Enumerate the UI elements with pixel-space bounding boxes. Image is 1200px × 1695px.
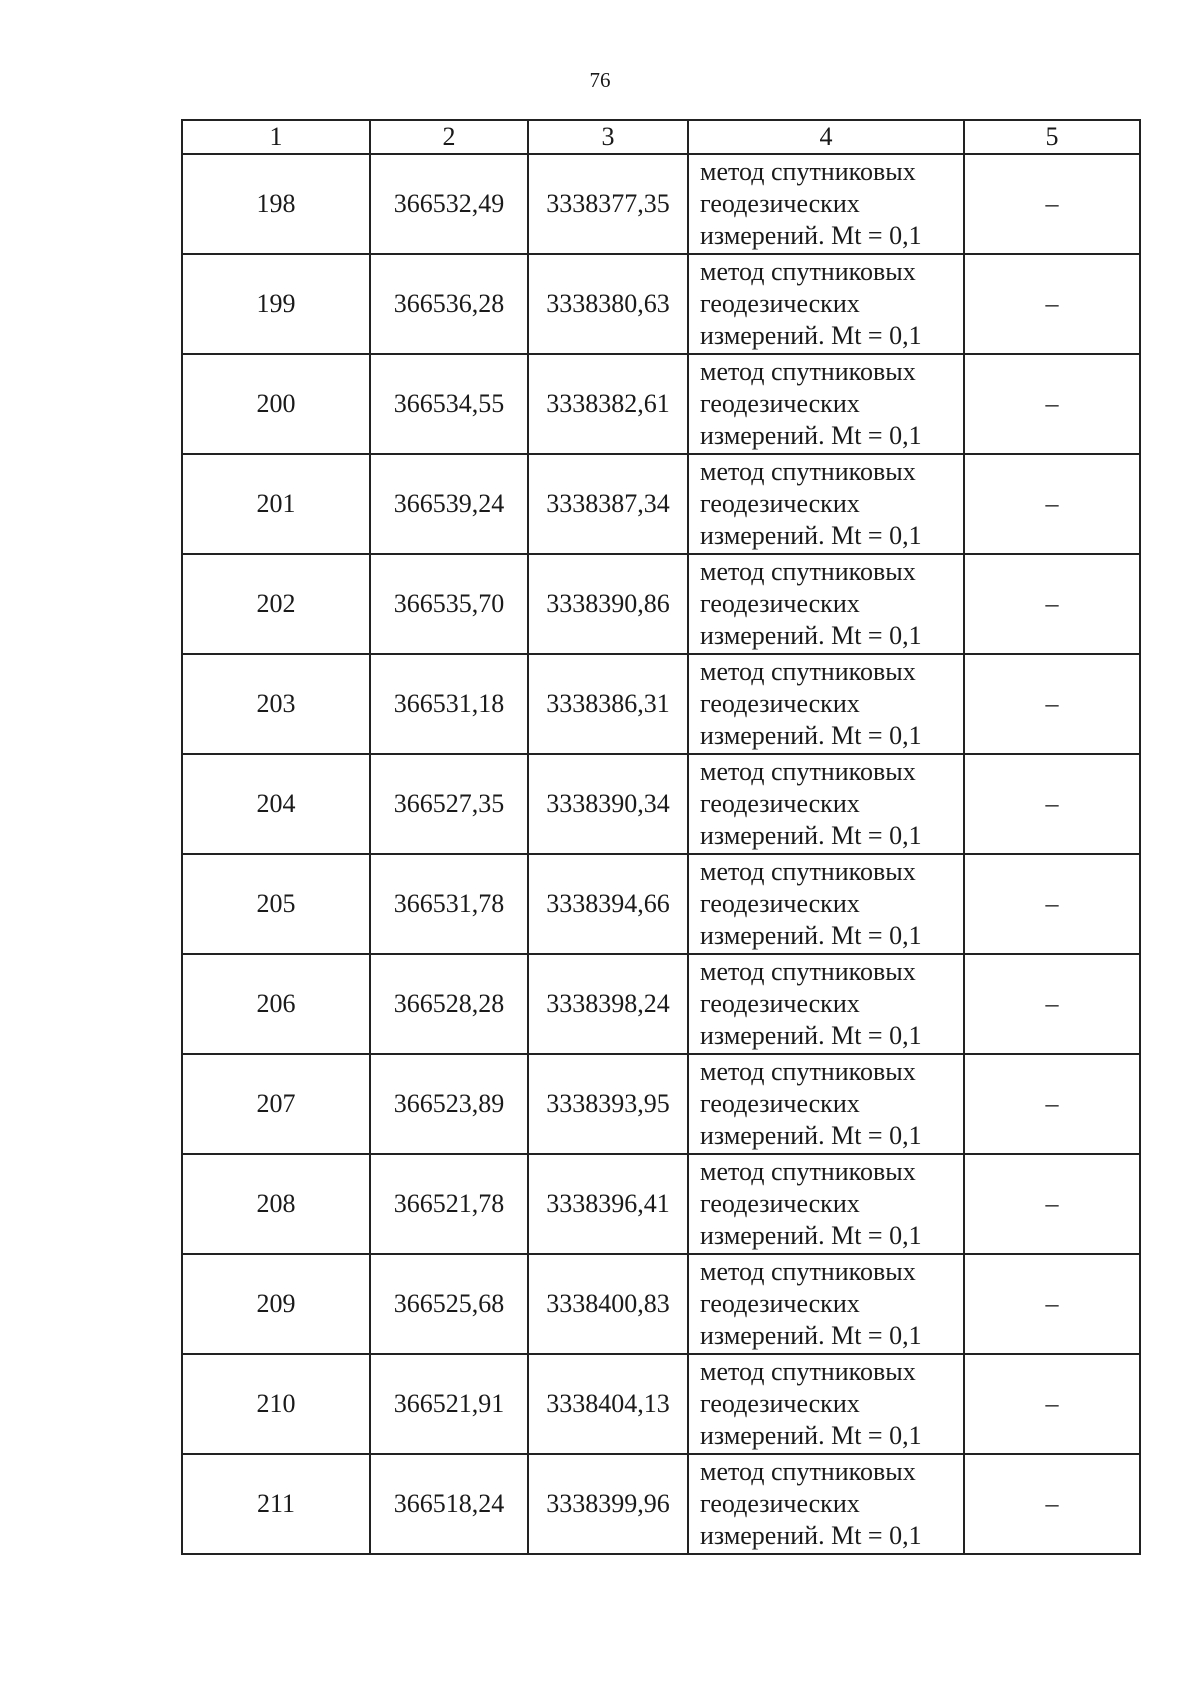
table-row [182, 1054, 1140, 1154]
method-line-2: геодезических [700, 589, 860, 618]
method-line-3: измерений. Mt = 0,1 [700, 621, 922, 650]
method-line-3: измерений. Mt = 0,1 [700, 221, 922, 250]
point-number-cell: 209 [182, 1254, 370, 1354]
method-line-3: измерений. Mt = 0,1 [700, 521, 922, 550]
x-coordinate-cell: 366534,55 [370, 354, 528, 454]
point-number-cell: 201 [182, 454, 370, 554]
method-line-3: измерений. Mt = 0,1 [700, 721, 922, 750]
method-line-2: геодезических [700, 1089, 860, 1118]
method-cell [688, 754, 964, 854]
header-col-3: 3 [528, 120, 688, 154]
table-header [182, 120, 1140, 154]
y-coordinate-cell: 3338404,13 [528, 1354, 688, 1454]
note-cell: – [964, 754, 1140, 854]
y-coordinate-cell: 3338390,86 [528, 554, 688, 654]
note-cell: – [964, 1354, 1140, 1454]
y-coordinate-cell: 3338386,31 [528, 654, 688, 754]
point-number-cell: 204 [182, 754, 370, 854]
table-row [182, 354, 1140, 454]
method-cell [688, 554, 964, 654]
method-line-2: геодезических [700, 489, 860, 518]
table-row [182, 654, 1140, 754]
point-number-cell: 200 [182, 354, 370, 454]
x-coordinate-cell: 366523,89 [370, 1054, 528, 1154]
method-cell [688, 254, 964, 354]
y-coordinate-cell: 3338399,96 [528, 1454, 688, 1554]
point-number-cell: 205 [182, 854, 370, 954]
method-line-3: измерений. Mt = 0,1 [700, 421, 922, 450]
page-number: 76 [589, 68, 611, 92]
method-line-2: геодезических [700, 789, 860, 818]
method-line-2: геодезических [700, 289, 860, 318]
method-line-3: измерений. Mt = 0,1 [700, 1021, 922, 1050]
header-col-1: 1 [182, 120, 370, 154]
method-cell [688, 954, 964, 1054]
header-row [182, 120, 1140, 154]
method-line-2: геодезических [700, 689, 860, 718]
method-line-2: геодезических [700, 1289, 860, 1318]
y-coordinate-cell: 3338396,41 [528, 1154, 688, 1254]
method-cell [688, 1154, 964, 1254]
method-line-1: метод спутниковых [700, 1357, 916, 1386]
point-number-cell: 210 [182, 1354, 370, 1454]
table-row [182, 254, 1140, 354]
method-line-1: метод спутниковых [700, 957, 916, 986]
method-cell [688, 854, 964, 954]
header-col-5: 5 [964, 120, 1140, 154]
method-line-3: измерений. Mt = 0,1 [700, 1121, 922, 1150]
method-cell [688, 154, 964, 254]
point-number-cell: 199 [182, 254, 370, 354]
note-cell: – [964, 254, 1140, 354]
point-number-cell: 211 [182, 1454, 370, 1554]
table-row [182, 854, 1140, 954]
table-row [182, 454, 1140, 554]
y-coordinate-cell: 3338398,24 [528, 954, 688, 1054]
header-col-4: 4 [688, 120, 964, 154]
point-number-cell: 208 [182, 1154, 370, 1254]
method-line-1: метод спутниковых [700, 557, 916, 586]
point-number-cell: 207 [182, 1054, 370, 1154]
table-row [182, 154, 1140, 254]
y-coordinate-cell: 3338380,63 [528, 254, 688, 354]
header-col-2: 2 [370, 120, 528, 154]
x-coordinate-cell: 366536,28 [370, 254, 528, 354]
method-line-2: геодезических [700, 389, 860, 418]
method-cell [688, 1054, 964, 1154]
method-line-1: метод спутниковых [700, 457, 916, 486]
method-line-3: измерений. Mt = 0,1 [700, 821, 922, 850]
method-line-1: метод спутниковых [700, 157, 916, 186]
note-cell: – [964, 354, 1140, 454]
method-line-1: метод спутниковых [700, 1157, 916, 1186]
method-line-1: метод спутниковых [700, 757, 916, 786]
method-line-1: метод спутниковых [700, 257, 916, 286]
table-row [182, 554, 1140, 654]
point-number-cell: 202 [182, 554, 370, 654]
method-cell [688, 1254, 964, 1354]
note-cell: – [964, 954, 1140, 1054]
method-line-1: метод спутниковых [700, 1257, 916, 1286]
table-row [182, 1254, 1140, 1354]
point-number-cell: 206 [182, 954, 370, 1054]
table-body [182, 154, 1140, 1554]
method-line-3: измерений. Mt = 0,1 [700, 1521, 922, 1550]
method-line-3: измерений. Mt = 0,1 [700, 1321, 922, 1350]
point-number-cell: 198 [182, 154, 370, 254]
note-cell: – [964, 854, 1140, 954]
note-cell: – [964, 454, 1140, 554]
x-coordinate-cell: 366521,78 [370, 1154, 528, 1254]
method-line-2: геодезических [700, 189, 860, 218]
table-row [182, 1354, 1140, 1454]
x-coordinate-cell: 366535,70 [370, 554, 528, 654]
x-coordinate-cell: 366521,91 [370, 1354, 528, 1454]
y-coordinate-cell: 3338394,66 [528, 854, 688, 954]
method-line-1: метод спутниковых [700, 1457, 916, 1486]
table-row [182, 1454, 1140, 1554]
note-cell: – [964, 1254, 1140, 1354]
method-line-3: измерений. Mt = 0,1 [700, 921, 922, 950]
y-coordinate-cell: 3338400,83 [528, 1254, 688, 1354]
note-cell: – [964, 1154, 1140, 1254]
method-line-1: метод спутниковых [700, 1057, 916, 1086]
method-line-3: измерений. Mt = 0,1 [700, 1221, 922, 1250]
x-coordinate-cell: 366539,24 [370, 454, 528, 554]
method-line-2: геодезических [700, 1389, 860, 1418]
note-cell: – [964, 554, 1140, 654]
x-coordinate-cell: 366532,49 [370, 154, 528, 254]
x-coordinate-cell: 366531,18 [370, 654, 528, 754]
note-cell: – [964, 1054, 1140, 1154]
note-cell: – [964, 154, 1140, 254]
method-line-2: геодезических [700, 889, 860, 918]
x-coordinate-cell: 366531,78 [370, 854, 528, 954]
y-coordinate-cell: 3338390,34 [528, 754, 688, 854]
method-line-2: геодезических [700, 1489, 860, 1518]
x-coordinate-cell: 366528,28 [370, 954, 528, 1054]
x-coordinate-cell: 366518,24 [370, 1454, 528, 1554]
x-coordinate-cell: 366525,68 [370, 1254, 528, 1354]
table-row [182, 1154, 1140, 1254]
method-line-1: метод спутниковых [700, 857, 916, 886]
y-coordinate-cell: 3338393,95 [528, 1054, 688, 1154]
point-number-cell: 203 [182, 654, 370, 754]
y-coordinate-cell: 3338387,34 [528, 454, 688, 554]
method-line-2: геодезических [700, 1189, 860, 1218]
y-coordinate-cell: 3338377,35 [528, 154, 688, 254]
method-line-1: метод спутниковых [700, 657, 916, 686]
method-cell [688, 1354, 964, 1454]
method-line-3: измерений. Mt = 0,1 [700, 321, 922, 350]
method-line-3: измерений. Mt = 0,1 [700, 1421, 922, 1450]
x-coordinate-cell: 366527,35 [370, 754, 528, 854]
table-row [182, 754, 1140, 854]
table-row [182, 954, 1140, 1054]
method-cell [688, 1454, 964, 1554]
coordinates-table [181, 119, 1141, 1555]
note-cell: – [964, 654, 1140, 754]
note-cell: – [964, 1454, 1140, 1554]
y-coordinate-cell: 3338382,61 [528, 354, 688, 454]
method-line-1: метод спутниковых [700, 357, 916, 386]
method-cell [688, 454, 964, 554]
method-cell [688, 354, 964, 454]
method-cell [688, 654, 964, 754]
method-line-2: геодезических [700, 989, 860, 1018]
